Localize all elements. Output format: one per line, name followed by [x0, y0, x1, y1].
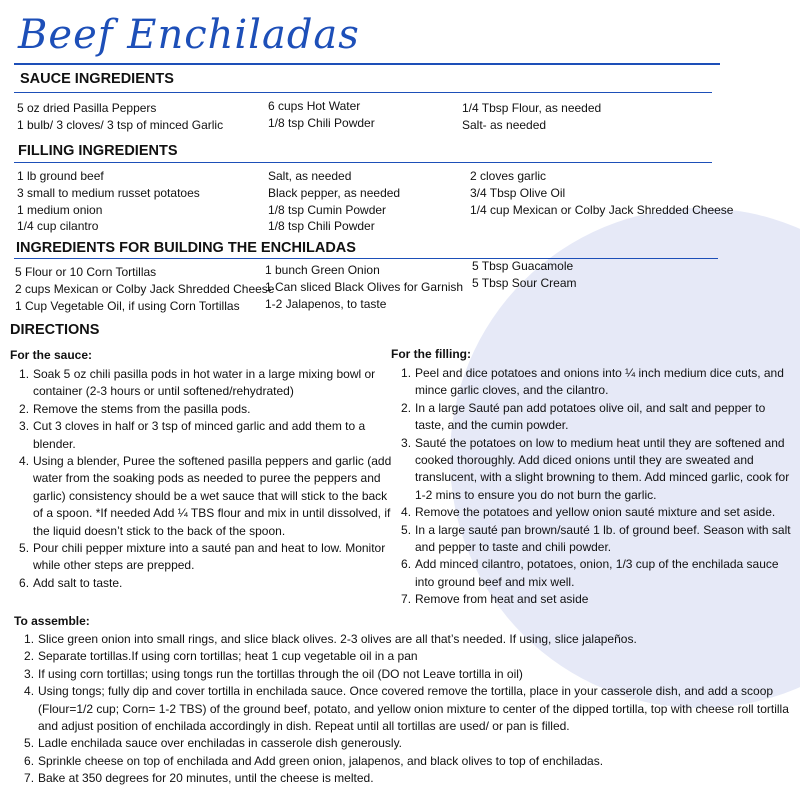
ingredient: 2 cups Mexican or Colby Jack Shredded Cheese — [15, 281, 275, 296]
ingredient: 1 bunch Green Onion — [265, 263, 380, 277]
step: Remove from heat and set aside — [415, 592, 589, 607]
ingredient: 1 Cup Vegetable Oil, if using Corn Tortillas — [15, 298, 240, 313]
page-title: Beef Enchiladas — [18, 12, 360, 58]
ingredient: 1 Can sliced Black Olives for Garnish — [265, 279, 464, 294]
step: Add minced cilantro, potatoes, onion, 1/3 cup of the enchilada sauce into ground beef and mix well. — [415, 557, 779, 589]
step: In a large Sauté pan add potatoes olive oil, and salt and pepper to taste, and the cumin powder. — [415, 400, 766, 433]
building-col-1 — [15, 264, 274, 314]
step: Add salt to taste. — [33, 575, 123, 590]
step: Soak 5 oz chili pasilla pods in hot water in a large mixing bowl or container (2-3 hours or until softened/rehydrated) — [33, 367, 376, 399]
step: In a large sauté pan brown/sauté 1 lb. of ground beef. Season with salt and pepper to taste and chili powder. — [415, 522, 791, 555]
ingredient: 1 lb ground beef — [17, 169, 104, 183]
ingredient: 5 Flour or 10 Corn Tortillas — [15, 265, 157, 279]
assemble-directions-label: To assemble: — [14, 614, 90, 628]
ingredient: 1-2 Jalapenos, to taste — [265, 296, 387, 311]
ingredient: 1/8 tsp Chili Powder — [268, 115, 375, 130]
sauce-col-1 — [17, 100, 223, 134]
sauce-directions-label: For the sauce: — [10, 348, 93, 362]
ingredient: 6 cups Hot Water — [268, 99, 361, 113]
step: Slice green onion into small rings, and slice black olives. 2-3 olives are all that’s needed. If using, slice jalapeños. — [38, 632, 637, 646]
filling-col-2 — [268, 168, 400, 235]
directions-heading: DIRECTIONS — [10, 322, 100, 338]
sauce-steps — [19, 366, 397, 592]
ingredient: 3 small to medium russet potatoes — [17, 185, 200, 200]
step: Remove the potatoes and yellow onion sauté mixture and set aside. — [415, 505, 776, 520]
ingredient: 1 medium onion — [17, 202, 103, 217]
step: Using tongs; fully dip and cover tortilla in enchilada sauce. Once covered remove the tortilla, place in your casserole dish, and add a scoop (Flour=1/2 cup; Corn= 1-2 TBS) of the ground beef, potato, and yellow onion mixture to center of the dipped tortilla, top with cheese roll tortilla and adjust position of enchilada accordingly in dish. Repeat until all tortillas are used/ or pan is filled. — [38, 684, 789, 734]
sauce-rule — [14, 92, 712, 93]
filling-heading: FILLING INGREDIENTS — [18, 143, 178, 159]
sauce-col-2 — [268, 98, 375, 132]
ingredient: 3/4 Tbsp Olive Oil — [470, 185, 566, 200]
step: Ladle enchilada sauce over enchiladas in casserole dish generously. — [38, 736, 403, 751]
filling-col-1 — [17, 168, 200, 235]
ingredient: Black pepper, as needed — [268, 185, 401, 200]
ingredient: 1/4 cup Mexican or Colby Jack Shredded Cheese — [470, 202, 734, 217]
step: Using a blender, Puree the softened pasilla peppers and garlic (add water from the soaking pods as needed to puree the peppers and garlic) consistency should be a wet sauce that will stick to the back of a spoon. *If needed Add ¼ TBS flour and mix in until dissolved, if the liquid doesn’t stick to the back of the spoon. — [33, 454, 392, 538]
building-col-2 — [265, 262, 463, 312]
step: If using corn tortillas; using tongs run the tortillas through the oil (DO not Leave tortilla in oil) — [38, 666, 523, 681]
ingredient: Salt- as needed — [462, 117, 547, 132]
assemble-steps — [24, 631, 794, 788]
step: Bake at 350 degrees for 20 minutes, until the cheese is melted. — [38, 771, 374, 786]
step: Separate tortillas.If using corn tortillas; heat 1 cup vegetable oil in a pan — [38, 649, 418, 664]
filling-steps — [401, 365, 797, 609]
title-underline — [14, 63, 720, 65]
ingredient: 1/8 tsp Cumin Powder — [268, 202, 387, 217]
ingredient: 5 oz dried Pasilla Peppers — [17, 101, 157, 115]
step: Sauté the potatoes on low to medium heat until they are softened and cooked thoroughly. Add diced onions until they are sweated and translucent, with a slight browning to them. Add minced garlic, cook for 1-2 mins to ensure you do not burn the garlic. — [415, 435, 790, 502]
step: Remove the stems from the pasilla pods. — [33, 401, 251, 416]
building-rule — [14, 258, 718, 259]
step: Cut 3 cloves in half or 3 tsp of minced garlic and add them to a blender. — [33, 419, 366, 451]
filling-rule — [14, 162, 712, 163]
sauce-col-3 — [462, 100, 601, 134]
ingredient: 2 cloves garlic — [470, 169, 547, 183]
step: Pour chili pepper mixture into a sauté pan and heat to low. Monitor while other steps are prepped. — [33, 541, 386, 573]
filling-directions-label: For the filling: — [391, 347, 471, 361]
ingredient: Salt, as needed — [268, 169, 352, 183]
step: Sprinkle cheese on top of enchilada and Add green onion, jalapenos, and black olives to top of enchiladas. — [38, 753, 604, 768]
building-heading: INGREDIENTS FOR BUILDING THE ENCHILADAS — [16, 240, 356, 256]
filling-col-3 — [470, 168, 733, 218]
ingredient: 1 bulb/ 3 cloves/ 3 tsp of minced Garlic — [17, 117, 224, 132]
ingredient: 1/4 cup cilantro — [17, 219, 99, 234]
sauce-heading: SAUCE INGREDIENTS — [20, 71, 174, 87]
step: Peel and dice potatoes and onions into ¼ inch medium dice cuts, and mince garlic cloves, and the cilantro. — [415, 366, 784, 398]
ingredient: 5 Tbsp Guacamole — [472, 259, 574, 273]
building-col-3 — [472, 258, 577, 292]
ingredient: 1/8 tsp Chili Powder — [268, 219, 375, 234]
ingredient: 5 Tbsp Sour Cream — [472, 275, 577, 290]
ingredient: 1/4 Tbsp Flour, as needed — [462, 101, 602, 115]
